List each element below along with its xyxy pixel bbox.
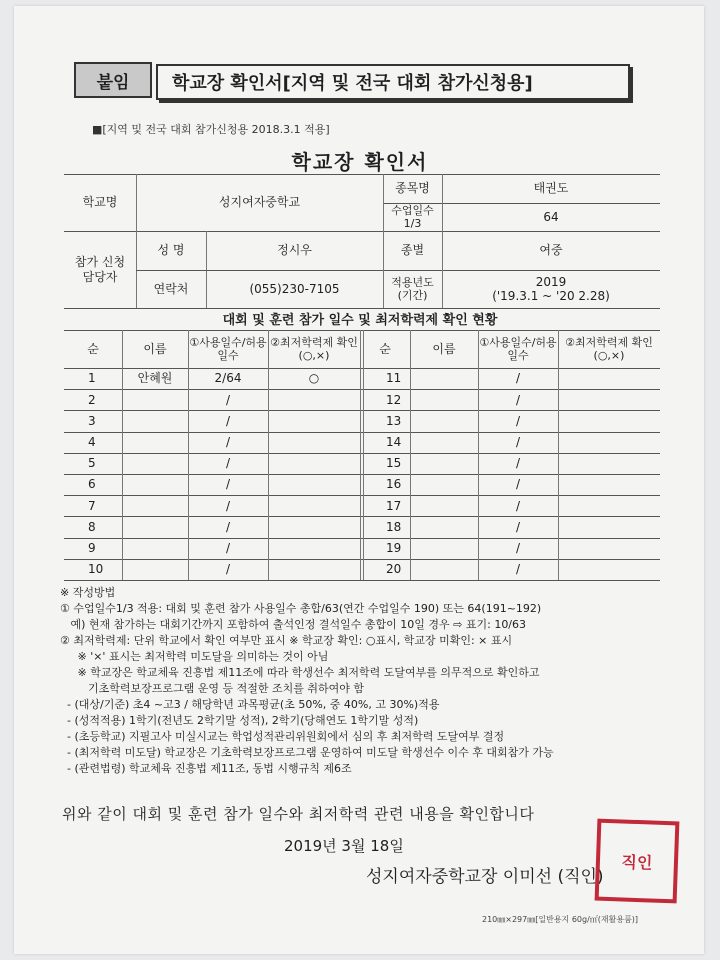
left-row-3-no: 3 <box>88 413 96 428</box>
right-row-3-days: / <box>515 413 521 428</box>
confirmation-text: 위와 같이 대회 및 훈련 참가 일수와 최저학력 관련 내용을 확인합니다 <box>62 805 535 823</box>
left-row-5-days: / <box>225 456 231 471</box>
right-row-3-check <box>558 410 660 431</box>
note-line: ※ 학교장은 학교체육 진흥법 제11조에 따라 학생선수 최저학력 도달여부를 의무적으로 확인하고 <box>60 666 540 679</box>
left-row-3-check <box>268 410 360 431</box>
year-value: 2019 <box>535 274 567 289</box>
left-row-8-days: / <box>225 519 231 534</box>
left-row-7-check <box>268 495 360 516</box>
right-row-4-days: / <box>515 434 521 449</box>
right-row-1-name <box>410 368 478 389</box>
left-row-9-check <box>268 538 360 559</box>
right-row-1-check <box>558 368 660 389</box>
note-line: ① 수업일수1/3 적용: 대회 및 훈련 참가 사용일수 총합/63(연간 수업일수 190) 또는 64(191~192) <box>60 602 542 615</box>
left-row-2-check <box>268 389 360 410</box>
right-row-8-name <box>410 516 478 537</box>
header-title: 학교장 확인서[지역 및 전국 대회 참가신청용] <box>156 64 630 100</box>
left-row-6-days: / <box>225 477 231 492</box>
days-label: 수업일수 1/3 <box>391 203 434 230</box>
header-name-left: 이름 <box>143 341 167 356</box>
right-row-5-no: 15 <box>386 456 402 471</box>
right-row-5-days: / <box>515 456 521 471</box>
header-days-left: ①사용일수/허용일수 <box>189 335 267 362</box>
left-row-8-check <box>268 516 360 537</box>
year-label: 적용년도 (기간) <box>391 275 434 302</box>
note-line: 기초학력보장프로그램 운영 등 적절한 조치를 취하여야 함 <box>60 682 364 695</box>
left-row-9-days: / <box>225 540 231 555</box>
header-no-left: 순 <box>87 341 99 356</box>
left-row-1-days: 2/64 <box>214 371 242 386</box>
left-row-10-no: 10 <box>88 562 104 577</box>
left-row-10-name <box>122 559 188 580</box>
participation-grid <box>64 330 660 580</box>
left-row-1-no: 1 <box>88 371 96 386</box>
left-row-9-name <box>122 538 188 559</box>
left-row-2-no: 2 <box>88 392 96 407</box>
manager-label: 참가 신청 담당자 <box>74 255 126 284</box>
category-label: 종별 <box>400 243 425 258</box>
right-row-1-no: 11 <box>386 371 402 386</box>
left-row-3-name <box>122 410 188 431</box>
left-row-4-name <box>122 432 188 453</box>
note-line: - (성적적용) 1학기(전년도 2학기말 성적), 2학기(당해연도 1학기말 성적) <box>60 714 419 727</box>
right-row-6-no: 16 <box>386 477 402 492</box>
section-title: 대회 및 훈련 참가 일수 및 최저학력제 확인 현황 <box>222 313 498 328</box>
header-check-right: ②최저학력제 확인(○,×) <box>565 335 653 362</box>
right-row-4-name <box>410 432 478 453</box>
right-row-3-no: 13 <box>386 413 402 428</box>
right-row-9-no: 19 <box>386 540 402 555</box>
seal-label: 직인 <box>621 851 653 873</box>
note-line: - (최저학력 미도달) 학교장은 기초학력보장프로그램 운영하여 미도달 학생선수 이수 후 대회참가 가능 <box>60 746 554 759</box>
right-row-10-name <box>410 559 478 580</box>
right-row-10-no: 20 <box>386 562 402 577</box>
right-row-4-check <box>558 432 660 453</box>
right-row-9-name <box>410 538 478 559</box>
right-row-2-name <box>410 389 478 410</box>
left-row-5-check <box>268 453 360 474</box>
attachment-tag: 붙임 <box>74 62 152 98</box>
right-row-1-days: / <box>515 371 521 386</box>
form-note: ■[지역 및 전국 대회 참가신청용 2018.3.1 적용] <box>92 123 330 136</box>
right-row-10-check <box>558 559 660 580</box>
left-row-2-name <box>122 389 188 410</box>
right-row-6-name <box>410 474 478 495</box>
notes-section <box>60 585 670 777</box>
principal-signature: 성지여자중학교장 이미선 (직인) <box>366 867 604 887</box>
left-row-8-name <box>122 516 188 537</box>
left-row-6-check <box>268 474 360 495</box>
right-row-6-days: / <box>515 477 521 492</box>
name-label: 성 명 <box>157 243 185 258</box>
right-row-4-no: 14 <box>386 434 402 449</box>
left-row-10-days: / <box>225 562 231 577</box>
issue-date: 2019년 3월 18일 <box>284 837 404 855</box>
note-line: - (관련법령) 학교체육 진흥법 제11조, 동법 시행규칙 제6조 <box>60 762 352 775</box>
year-cell <box>442 270 660 308</box>
right-row-5-check <box>558 453 660 474</box>
document-title: 학교장 확인서 <box>291 150 429 174</box>
name-value: 정시우 <box>277 243 312 258</box>
left-row-4-no: 4 <box>88 434 96 449</box>
left-row-7-days: / <box>225 498 231 513</box>
right-row-2-no: 12 <box>386 392 402 407</box>
right-row-8-no: 18 <box>386 519 402 534</box>
right-row-10-days: / <box>515 562 521 577</box>
right-row-3-name <box>410 410 478 431</box>
left-row-8-no: 8 <box>88 519 96 534</box>
left-row-1-name: 안혜원 <box>137 371 173 386</box>
left-row-7-name <box>122 495 188 516</box>
right-row-5-name <box>410 453 478 474</box>
left-row-7-no: 7 <box>88 498 96 513</box>
school-value: 성지여자중학교 <box>218 195 301 210</box>
info-table <box>64 174 660 308</box>
right-row-2-check <box>558 389 660 410</box>
right-row-2-days: / <box>515 392 521 407</box>
note-line: ※ '×' 표시는 최저학력 미도달을 의미하는 것이 아님 <box>60 650 329 663</box>
right-row-7-name <box>410 495 478 516</box>
note-line: ※ 작성방법 <box>60 586 116 599</box>
left-row-2-days: / <box>225 392 231 407</box>
document-header <box>74 62 634 104</box>
left-row-4-days: / <box>225 434 231 449</box>
left-row-5-name <box>122 453 188 474</box>
header-no-right: 순 <box>379 341 391 356</box>
category-value: 여중 <box>539 243 563 258</box>
left-row-9-no: 9 <box>88 540 96 555</box>
left-row-1-check: ○ <box>308 371 320 386</box>
right-row-6-check <box>558 474 660 495</box>
left-row-4-check <box>268 432 360 453</box>
header-check-left: ②최저학력제 확인(○,×) <box>270 335 358 362</box>
days-value: 64 <box>543 209 559 224</box>
right-row-9-check <box>558 538 660 559</box>
paper-spec: 210㎜×297㎜[일반용지 60g/㎡(재활용품)] <box>482 915 639 924</box>
left-row-6-name <box>122 474 188 495</box>
right-row-8-check <box>558 516 660 537</box>
right-row-8-days: / <box>515 519 521 534</box>
right-row-9-days: / <box>515 540 521 555</box>
contact-value: (055)230-7105 <box>249 281 340 296</box>
header-name-right: 이름 <box>432 341 456 356</box>
school-label: 학교명 <box>82 195 118 210</box>
header-days-right: ①사용일수/허용일수 <box>479 335 557 362</box>
right-row-7-no: 17 <box>386 498 402 513</box>
left-row-3-days: / <box>225 413 231 428</box>
right-row-7-days: / <box>515 498 521 513</box>
sport-value: 태권도 <box>533 181 569 196</box>
contact-label: 연락처 <box>153 281 189 296</box>
year-period: ('19.3.1 ~ '20 2.28) <box>492 289 610 303</box>
left-row-5-no: 5 <box>88 456 96 471</box>
official-seal <box>595 819 680 904</box>
note-line: 예) 현재 참가하는 대회기간까지 포함하여 출석인정 결석일수 총합이 10일 경우 ⇨ 표기: 10/63 <box>60 618 527 631</box>
note-line: - (대상/기준) 초4 ~고3 / 해당학년 과목평균(초 50%, 중 40%, 고 30%)적용 <box>60 698 440 711</box>
note-line: ② 최저학력제: 단위 학교에서 확인 여부만 표시 ※ 학교장 확인: ○표시, 학교장 미확인: × 표시 <box>60 634 513 647</box>
left-row-6-no: 6 <box>88 477 96 492</box>
right-row-7-check <box>558 495 660 516</box>
note-line: - (초등학교) 지필고사 미실시교는 학업성적관리위원회에서 심의 후 최저학력 도달여부 결정 <box>60 730 505 743</box>
left-row-10-check <box>268 559 360 580</box>
sport-label: 종목명 <box>395 181 430 196</box>
